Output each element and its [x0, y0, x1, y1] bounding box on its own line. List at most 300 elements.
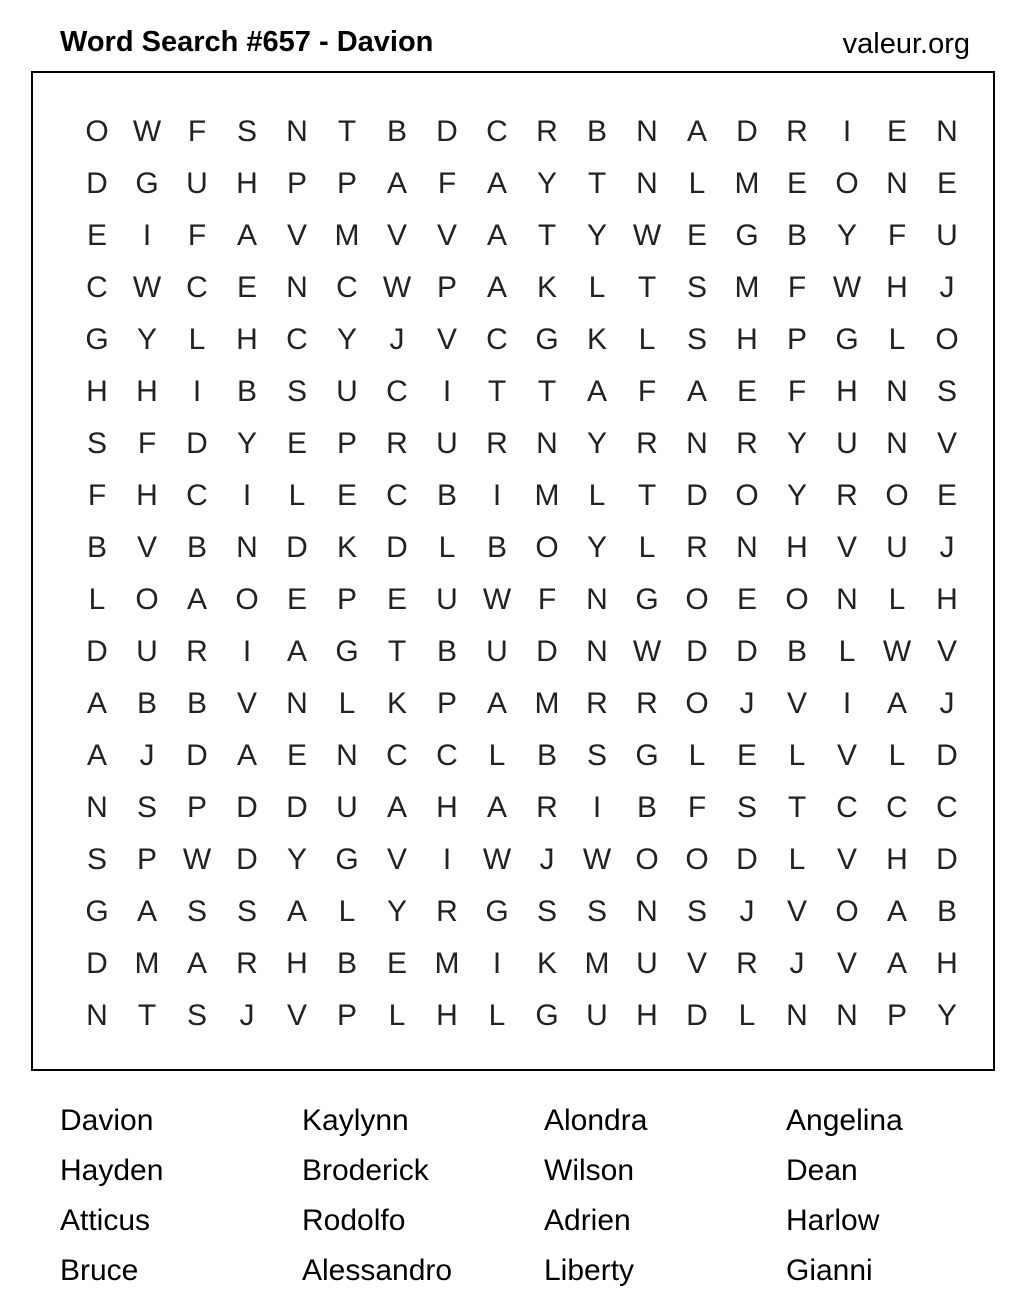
grid-letter: T [787, 791, 807, 824]
grid-letter: J [939, 531, 955, 564]
grid-letter: D [686, 479, 708, 512]
grid-letter: D [286, 531, 308, 564]
grid-letter: U [936, 219, 958, 252]
grid-letter: G [85, 323, 109, 356]
grid-letter: O [685, 583, 709, 616]
grid-letter: R [836, 479, 858, 512]
grid-letter: N [786, 999, 808, 1032]
grid-letter: U [186, 167, 208, 200]
grid-letter: K [536, 271, 557, 304]
grid-letter: G [135, 167, 159, 200]
grid-letter: N [736, 531, 758, 564]
grid-letter: C [386, 739, 408, 772]
grid-letter: G [635, 739, 659, 772]
word-list-item: Hayden [60, 1154, 164, 1187]
grid-letter: W [182, 843, 212, 876]
grid-letter: F [187, 115, 207, 148]
word-list-item: Alondra [544, 1104, 648, 1137]
grid-letter: E [286, 427, 307, 460]
grid-letter: P [436, 687, 457, 720]
grid-letter: R [586, 687, 608, 720]
grid-letter: N [636, 115, 658, 148]
grid-letter: W [132, 115, 162, 148]
grid-letter: E [936, 167, 957, 200]
grid-letter: P [336, 999, 357, 1032]
grid-letter: Y [336, 323, 357, 356]
grid-letter: N [636, 895, 658, 928]
grid-letter: B [336, 947, 357, 980]
grid-letter: E [786, 167, 807, 200]
grid-letter: T [587, 167, 607, 200]
grid-letter: N [886, 167, 908, 200]
grid-letter: I [242, 479, 252, 512]
grid-letter: A [886, 687, 907, 720]
grid-letter: O [685, 687, 709, 720]
grid-letter: U [886, 531, 908, 564]
word-list-item: Liberty [544, 1254, 635, 1287]
grid-letter: H [86, 375, 108, 408]
grid-letter: H [786, 531, 808, 564]
grid-letter: T [487, 375, 507, 408]
grid-letter: O [635, 843, 659, 876]
grid-letter: P [886, 999, 907, 1032]
grid-letter: B [136, 687, 157, 720]
grid-letter: D [86, 947, 108, 980]
grid-letter: J [539, 843, 555, 876]
grid-letter: D [286, 791, 308, 824]
grid-letter: N [536, 427, 558, 460]
grid-letter: L [488, 999, 506, 1032]
grid-letter: V [836, 947, 857, 980]
grid-letter: M [534, 479, 560, 512]
grid-letter: I [442, 375, 452, 408]
grid-letter: V [786, 687, 807, 720]
grid-letter: H [736, 323, 758, 356]
grid-letter: E [736, 739, 757, 772]
grid-letter: H [436, 999, 458, 1032]
grid-letter: S [536, 895, 557, 928]
grid-letter: L [888, 739, 906, 772]
grid-letter: N [86, 791, 108, 824]
puzzle-title: Word Search #657 - Davion [60, 26, 434, 58]
grid-letter: L [388, 999, 406, 1032]
grid-letter: U [636, 947, 658, 980]
grid-letter: V [936, 635, 957, 668]
grid-letter: F [787, 375, 807, 408]
grid-letter: A [236, 739, 257, 772]
grid-letter: U [486, 635, 508, 668]
grid-letter: C [386, 479, 408, 512]
word-list-item: Angelina [786, 1104, 903, 1137]
grid-letter: S [686, 271, 707, 304]
grid-letter: A [286, 895, 307, 928]
grid-letter: N [936, 115, 958, 148]
grid-letter: O [835, 167, 859, 200]
grid-letter: L [738, 999, 756, 1032]
grid-letter: R [786, 115, 808, 148]
grid-letter: B [586, 115, 607, 148]
grid-letter: K [336, 531, 357, 564]
grid-letter: A [236, 219, 257, 252]
grid-letter: M [434, 947, 460, 980]
word-list-item: Atticus [60, 1204, 151, 1237]
grid-letter: N [286, 271, 308, 304]
grid-letter: U [336, 375, 358, 408]
grid-letter: Y [586, 219, 607, 252]
grid-letter: R [736, 947, 758, 980]
grid-letter: R [686, 531, 708, 564]
grid-letter: H [936, 947, 958, 980]
word-list-item: Gianni [786, 1254, 873, 1287]
grid-letter: Y [386, 895, 407, 928]
grid-letter: V [836, 531, 857, 564]
word-list-item: Kaylynn [302, 1104, 409, 1137]
grid-letter: N [286, 115, 308, 148]
grid-letter: I [142, 219, 152, 252]
grid-letter: O [785, 583, 809, 616]
word-list-item: Bruce [60, 1254, 139, 1287]
grid-letter: E [86, 219, 107, 252]
grid-letter: I [442, 843, 452, 876]
grid-letter: E [386, 947, 407, 980]
grid-letter: L [338, 895, 356, 928]
grid-letter: R [236, 947, 258, 980]
word-list-item: Alessandro [302, 1254, 453, 1287]
grid-letter: S [286, 375, 307, 408]
grid-letter: O [735, 479, 759, 512]
grid-letter: A [286, 635, 307, 668]
grid-letter: B [236, 375, 257, 408]
grid-letter: I [592, 791, 602, 824]
grid-letter: Y [786, 427, 807, 460]
grid-letter: M [734, 167, 760, 200]
grid-letter: D [536, 635, 558, 668]
page-header [60, 26, 970, 66]
grid-letter: L [888, 583, 906, 616]
grid-letter: C [286, 323, 308, 356]
grid-letter: B [786, 635, 807, 668]
grid-letter: G [735, 219, 759, 252]
grid-letter: O [685, 843, 709, 876]
grid-letter: I [842, 115, 852, 148]
word-list-item: Wilson [544, 1154, 635, 1187]
grid-letter: S [136, 791, 157, 824]
grid-letter: B [936, 895, 957, 928]
grid-letter: S [186, 895, 207, 928]
grid-letter: R [736, 427, 758, 460]
grid-letter: A [886, 895, 907, 928]
grid-letter: G [335, 635, 359, 668]
grid-letter: N [286, 687, 308, 720]
grid-letter: B [536, 739, 557, 772]
grid-letter: H [136, 375, 158, 408]
grid-letter: D [736, 635, 758, 668]
grid-letter: G [535, 323, 559, 356]
grid-letter: E [736, 583, 757, 616]
site-name: valeur.org [842, 28, 970, 60]
grid-letter: H [286, 947, 308, 980]
grid-letter: D [736, 115, 758, 148]
grid-letter: W [582, 843, 612, 876]
grid-letter: E [236, 271, 257, 304]
grid-letter: J [939, 271, 955, 304]
grid-letter: C [886, 791, 908, 824]
grid-letter: M [334, 219, 360, 252]
grid-letter: A [486, 271, 507, 304]
grid-letter: T [337, 115, 357, 148]
grid-letter: L [688, 167, 706, 200]
grid-letter: M [134, 947, 160, 980]
puzzle-frame [31, 71, 995, 1071]
grid-letter: E [686, 219, 707, 252]
grid-letter: Y [786, 479, 807, 512]
grid-letter: Y [586, 531, 607, 564]
grid-letter: E [936, 479, 957, 512]
grid-letter: M [584, 947, 610, 980]
grid-letter: W [832, 271, 862, 304]
grid-letter: A [86, 739, 107, 772]
grid-letter: D [436, 115, 458, 148]
grid-letter: J [939, 687, 955, 720]
grid-letter: D [236, 843, 258, 876]
grid-letter: H [886, 843, 908, 876]
grid-letter: F [887, 219, 907, 252]
word-list-item: Adrien [544, 1204, 631, 1237]
grid-letter: P [336, 427, 357, 460]
grid-letter: O [535, 531, 559, 564]
grid-letter: I [492, 479, 502, 512]
grid-letter: U [586, 999, 608, 1032]
grid-letter: L [788, 739, 806, 772]
grid-letter: K [536, 947, 557, 980]
grid-letter: P [136, 843, 157, 876]
grid-letter: Y [136, 323, 157, 356]
grid-letter: G [835, 323, 859, 356]
grid-letter: H [136, 479, 158, 512]
grid-letter: R [636, 427, 658, 460]
grid-letter: A [886, 947, 907, 980]
grid-letter: I [242, 635, 252, 668]
grid-letter: A [486, 167, 507, 200]
grid-letter: A [186, 583, 207, 616]
grid-letter: G [335, 843, 359, 876]
grid-letter: H [886, 271, 908, 304]
grid-letter: S [936, 375, 957, 408]
grid-letter: S [686, 895, 707, 928]
grid-letter: D [86, 167, 108, 200]
grid-letter: V [436, 219, 457, 252]
grid-letter: O [85, 115, 109, 148]
grid-letter: D [186, 739, 208, 772]
grid-letter: N [886, 427, 908, 460]
grid-letter: D [236, 791, 258, 824]
grid-letter: B [386, 115, 407, 148]
grid-letter: T [137, 999, 157, 1032]
grid-letter: O [885, 479, 909, 512]
grid-letter: S [86, 843, 107, 876]
grid-letter: B [786, 219, 807, 252]
grid-letter: U [836, 427, 858, 460]
grid-letter: T [387, 635, 407, 668]
grid-letter: A [486, 219, 507, 252]
grid-letter: W [632, 635, 662, 668]
grid-letter: E [886, 115, 907, 148]
grid-letter: V [286, 219, 307, 252]
grid-letter: A [586, 375, 607, 408]
grid-letter: P [186, 791, 207, 824]
grid-letter: N [836, 999, 858, 1032]
grid-letter: O [235, 583, 259, 616]
grid-letter: J [389, 323, 405, 356]
grid-letter: V [136, 531, 157, 564]
grid-letter: U [436, 583, 458, 616]
grid-letter: B [86, 531, 107, 564]
grid-letter: R [536, 115, 558, 148]
grid-letter: A [386, 791, 407, 824]
grid-letter: A [486, 791, 507, 824]
grid-letter: F [87, 479, 107, 512]
grid-letter: V [836, 843, 857, 876]
letter-grid [72, 106, 972, 1042]
grid-letter: E [386, 583, 407, 616]
grid-letter: E [286, 739, 307, 772]
grid-letter: L [838, 635, 856, 668]
word-list-item: Harlow [786, 1204, 880, 1237]
grid-letter: N [586, 583, 608, 616]
grid-letter: S [186, 999, 207, 1032]
grid-letter: E [286, 583, 307, 616]
grid-letter: D [736, 843, 758, 876]
grid-letter: Y [286, 843, 307, 876]
grid-letter: N [336, 739, 358, 772]
grid-letter: W [632, 219, 662, 252]
grid-letter: S [586, 739, 607, 772]
grid-letter: I [192, 375, 202, 408]
grid-letter: M [734, 271, 760, 304]
grid-letter: S [686, 323, 707, 356]
grid-letter: B [186, 531, 207, 564]
grid-letter: N [86, 999, 108, 1032]
grid-letter: W [482, 583, 512, 616]
grid-letter: D [186, 427, 208, 460]
grid-letter: U [136, 635, 158, 668]
grid-letter: W [482, 843, 512, 876]
grid-letter: B [436, 635, 457, 668]
grid-letter: S [736, 791, 757, 824]
grid-letter: A [186, 947, 207, 980]
grid-letter: L [888, 323, 906, 356]
grid-letter: V [386, 219, 407, 252]
grid-letter: H [836, 375, 858, 408]
grid-letter: N [636, 167, 658, 200]
grid-letter: V [236, 687, 257, 720]
grid-letter: E [336, 479, 357, 512]
grid-letter: N [586, 635, 608, 668]
grid-letter: L [288, 479, 306, 512]
grid-letter: V [386, 843, 407, 876]
grid-letter: P [336, 583, 357, 616]
grid-letter: D [686, 635, 708, 668]
grid-letter: F [537, 583, 557, 616]
grid-letter: C [186, 271, 208, 304]
grid-letter: G [635, 583, 659, 616]
grid-letter: R [386, 427, 408, 460]
grid-letter: C [386, 375, 408, 408]
grid-letter: R [186, 635, 208, 668]
grid-letter: O [935, 323, 959, 356]
grid-letter: D [386, 531, 408, 564]
grid-letter: N [236, 531, 258, 564]
grid-letter: G [85, 895, 109, 928]
grid-letter: Y [836, 219, 857, 252]
grid-letter: F [787, 271, 807, 304]
grid-letter: F [137, 427, 157, 460]
grid-letter: C [486, 115, 508, 148]
grid-letter: D [686, 999, 708, 1032]
grid-letter: D [86, 635, 108, 668]
grid-letter: E [736, 375, 757, 408]
grid-letter: A [86, 687, 107, 720]
grid-letter: H [236, 167, 258, 200]
grid-letter: B [436, 479, 457, 512]
grid-letter: W [882, 635, 912, 668]
grid-letter: H [636, 999, 658, 1032]
grid-letter: R [486, 427, 508, 460]
grid-letter: A [136, 895, 157, 928]
grid-letter: L [638, 323, 656, 356]
grid-letter: I [842, 687, 852, 720]
grid-letter: A [486, 687, 507, 720]
grid-letter: T [637, 271, 657, 304]
grid-letter: S [236, 115, 257, 148]
grid-letter: Y [586, 427, 607, 460]
grid-letter: J [139, 739, 155, 772]
grid-letter: S [586, 895, 607, 928]
word-list-item: Davion [60, 1104, 154, 1137]
grid-letter: L [488, 739, 506, 772]
grid-letter: L [88, 583, 106, 616]
grid-letter: L [338, 687, 356, 720]
grid-letter: C [86, 271, 108, 304]
grid-letter: W [382, 271, 412, 304]
grid-letter: L [688, 739, 706, 772]
grid-letter: A [686, 375, 707, 408]
grid-letter: V [936, 427, 957, 460]
grid-letter: Y [536, 167, 557, 200]
grid-letter: C [836, 791, 858, 824]
grid-letter: P [436, 271, 457, 304]
grid-letter: P [786, 323, 807, 356]
grid-letter: P [286, 167, 307, 200]
grid-letter: O [835, 895, 859, 928]
grid-letter: B [186, 687, 207, 720]
grid-letter: C [486, 323, 508, 356]
grid-letter: U [436, 427, 458, 460]
grid-letter: K [586, 323, 607, 356]
grid-letter: Y [936, 999, 957, 1032]
grid-letter: N [886, 375, 908, 408]
grid-letter: G [535, 999, 559, 1032]
word-list-item: Broderick [302, 1154, 429, 1187]
grid-letter: L [588, 271, 606, 304]
grid-letter: S [86, 427, 107, 460]
grid-letter: N [686, 427, 708, 460]
grid-letter: R [636, 687, 658, 720]
grid-letter: J [789, 947, 805, 980]
grid-letter: L [638, 531, 656, 564]
word-list-item: Dean [786, 1154, 858, 1187]
grid-letter: L [788, 843, 806, 876]
